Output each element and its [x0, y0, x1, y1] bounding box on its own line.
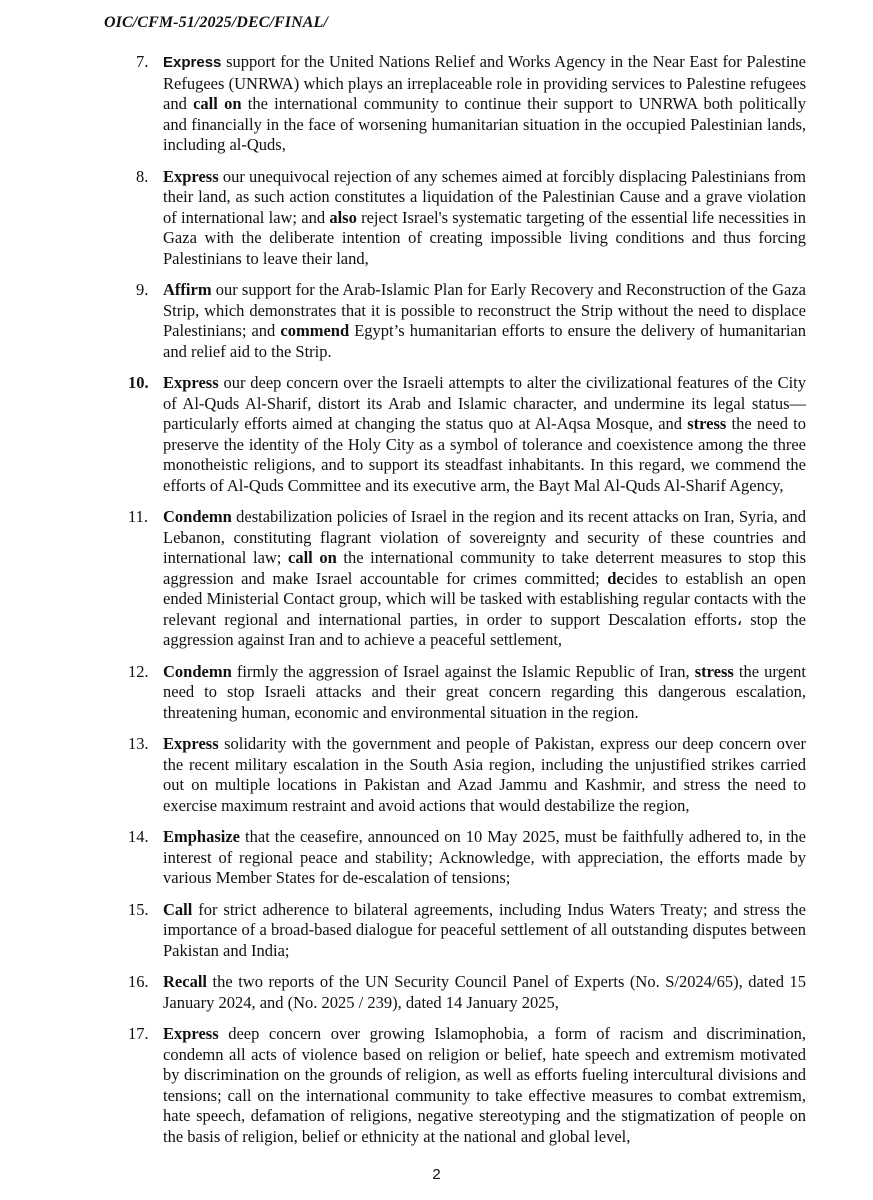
paragraph-8	[128, 167, 806, 270]
paragraph-number: 10.	[128, 373, 149, 392]
paragraph-text: the international community to take deterrent measures to stop this aggression and make Israel accountable for crimes committed;	[163, 548, 807, 588]
paragraph-text: our deep concern over the Israeli attempts to alter the civilizational features of the City of Al-Quds Al-Sharif, distort its Arab and Islamic character, and undermine its legal status—particularly efforts aimed at changing the status quo at Al-Aqsa Mosque, and	[163, 373, 806, 433]
operative-verb: Recall	[163, 972, 207, 991]
paragraph-17	[128, 1024, 806, 1147]
paragraph-text: Egypt’s humanitarian efforts to ensure the delivery of humanitarian and relief aid to the Strip.	[163, 321, 806, 361]
paragraph-text: the two reports of the UN Security Council Panel of Experts (No. S/2024/65), dated 15 January 2024, and (No. 2025 / 239), dated 14 January 2025,	[163, 972, 806, 1012]
paragraph-15	[128, 900, 806, 962]
paragraph-11	[128, 507, 806, 651]
paragraph-9	[128, 280, 806, 362]
document-reference-header: OIC/CFM-51/2025/DEC/FINAL/	[104, 14, 328, 31]
decision-paragraph-list	[128, 52, 806, 1158]
paragraph-text: reject Israel's systematic targeting of the essential life necessities in Gaza with the deliberate intention of creating impossible living conditions and thus forcing Palestinians to leave their land,	[163, 207, 806, 268]
operative-verb: Express	[163, 1024, 219, 1043]
paragraph-text: the need to preserve the identity of the Holy City as a symbol of tolerance and coexistence among the three monotheistic religions, and to support its steadfast inhabitants. In this regard, we commend the efforts of Al-Quds Committee and its executive arm, the Bayt Mal Al-Quds Al-Sharif Agency,	[163, 414, 806, 495]
paragraph-text: for strict adherence to bilateral agreements, including Indus Waters Treaty; and stress the importance of a broad-based dialogue for peaceful settlement of all outstanding disputes between Pakistan and India;	[163, 899, 806, 960]
paragraph-text: solidarity with the government and people of Pakistan, express our deep concern over the recent military escalation in the South Asia region, including the unjustified strikes carried out on multiple locations in Pakistan and Azad Jammu and Kashmir, and stress the need to exercise maximum restraint and avoid actions that would destabilize the region,	[163, 734, 806, 815]
paragraph-text: our unequivocal rejection of any schemes aimed at forcibly displacing Palestinians from their land, as such action constitutes a liquidation of the Palestinian Cause and a grave violation of international law; and	[163, 166, 806, 227]
operative-phrase: stress	[687, 414, 727, 433]
operative-verb: Express	[163, 373, 219, 392]
paragraph-number: 12.	[128, 661, 149, 681]
operative-phrase: call on	[288, 548, 337, 567]
page-number: 2	[432, 1166, 441, 1183]
operative-verb: Express	[163, 166, 219, 186]
paragraph-text: that the ceasefire, announced on 10 May 2025, must be faithfully adhered to, in the interest of regional peace and stability; Acknowledge, with appreciation, the efforts made by various Member States for de-escalation of tensions;	[163, 827, 806, 887]
paragraph-12	[128, 662, 806, 724]
paragraph-number: 7.	[136, 52, 149, 71]
paragraph-13	[128, 734, 806, 816]
paragraph-number: 14.	[128, 827, 149, 846]
operative-verb: Express	[163, 54, 222, 71]
paragraph-text: deep concern over growing Islamophobia, a form of racism and discrimination, condemn all acts of violence based on religion or belief, hate speech and extremism motivated by discrimination on the grounds of religion, as well as efforts fueling intercultural divisions and tensions; call on the international community to take effective measures to combat extremism, hate speech, defamation of religions, negative stereotyping and the stigmatization of people on the basis of religion, belief or ethnicity at the national and global level,	[163, 1024, 806, 1146]
paragraph-10	[128, 373, 806, 496]
operative-phrase: stress	[694, 661, 734, 681]
operative-verb: Emphasize	[163, 827, 241, 846]
operative-verb: Affirm	[163, 280, 212, 299]
operative-verb: Express	[163, 734, 219, 753]
operative-phrase: also	[329, 207, 357, 227]
paragraph-text: our support for the Arab-Islamic Plan for Early Recovery and Reconstruction of the Gaza Strip, which demonstrates that it is possible to reconstruct the Strip without the need to displace Palestinians; and	[163, 280, 806, 340]
paragraph-7	[128, 52, 806, 156]
operative-verb: Condemn	[163, 507, 232, 526]
operative-phrase: de	[607, 568, 624, 588]
paragraph-number: 11.	[128, 507, 149, 526]
paragraph-14	[128, 827, 806, 889]
operative-verb: Call	[163, 899, 193, 919]
paragraph-number: 16.	[128, 972, 149, 991]
paragraph-number: 13.	[128, 734, 149, 753]
operative-phrase: commend	[280, 321, 350, 340]
paragraph-text: destabilization policies of Israel in the region and its recent attacks on Iran, Syria, and Lebanon, constituting flagrant violation of sovereignty and security of these countries and international law;	[163, 507, 806, 567]
paragraph-text: support for the United Nations Relief and Works Agency in the Near East for Palestine Refugees (UNRWA) which plays an irreplaceable role in providing services to Palestine refugees and	[163, 52, 806, 113]
paragraph-text: the international community to continue their support to UNRWA both politically and financially in the face of worsening humanitarian situation in the occupied Palestinian lands, including al-Quds,	[163, 94, 807, 154]
paragraph-number: 9.	[136, 280, 149, 299]
paragraph-number: 8.	[136, 166, 149, 186]
operative-verb: Condemn	[163, 661, 232, 681]
paragraph-text: firmly the aggression of Israel against the Islamic Republic of Iran,	[231, 661, 695, 681]
paragraph-number: 15.	[128, 899, 149, 919]
paragraph-text: cides to establish an open ended Ministerial Contact group, which will be tasked with establishing regular contacts with the relevant regional and international parties, in order to support Descalation efforts، stop the aggression against Iran and to achieve a peaceful settlement,	[163, 568, 806, 649]
paragraph-text: the urgent need to stop Israeli attacks and their great concern regarding this dangerous escalation, threatening human, economic and environmental situation in the region.	[163, 661, 806, 722]
paragraph-16	[128, 972, 806, 1013]
operative-phrase: call on	[193, 94, 242, 113]
paragraph-number: 17.	[128, 1024, 149, 1043]
